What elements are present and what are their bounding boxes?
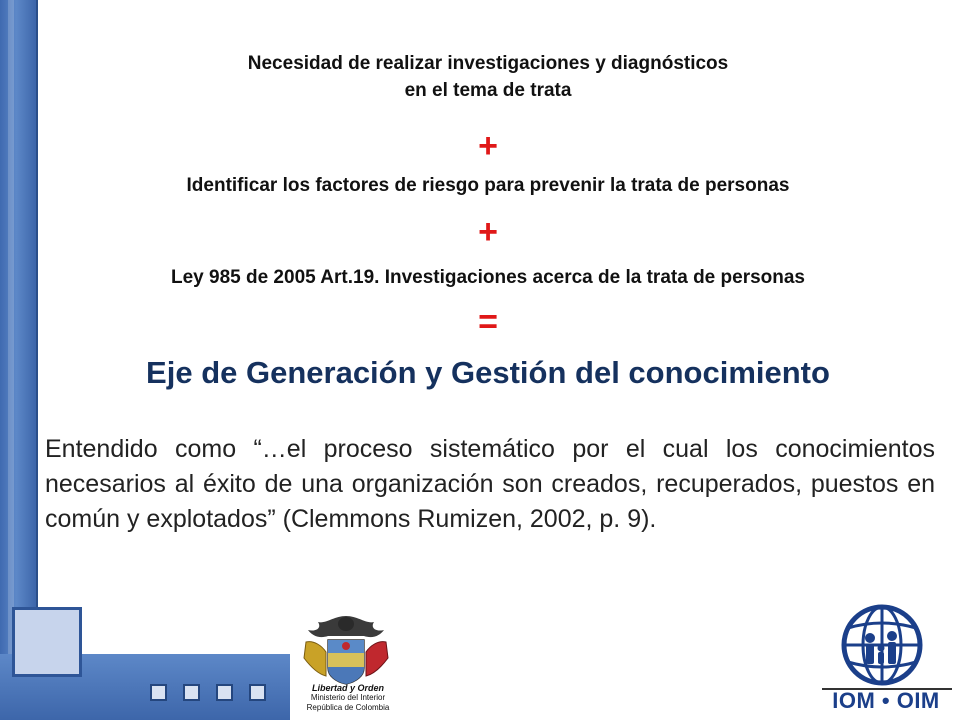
iom-logo	[820, 604, 950, 720]
decorative-squares	[150, 684, 266, 701]
statement-research-need	[40, 50, 936, 104]
colombia-logo-caption	[298, 683, 398, 713]
statement-research-need-line2: en el tema de trata	[404, 80, 572, 101]
definition-paragraph: Entendido como “…el proceso sistemático por el cual los conocimientos necesarios al éxito de una organización son creados, recuperados, puestos en común y explotados” (Clemmons Rumizen, 2002, p. 9).	[45, 435, 935, 533]
plus-operator: +	[478, 213, 498, 251]
iom-label: IOM • OIM	[832, 688, 940, 713]
decorative-square	[183, 684, 200, 701]
plus-operator: +	[478, 127, 498, 165]
corner-decorative-box	[12, 607, 82, 677]
colombia-motto: Libertad y Orden	[311, 683, 384, 693]
statement-research-need-line1: Necesidad de realizar investigaciones y diagnósticos	[247, 53, 729, 74]
iom-emblem-icon	[828, 604, 936, 686]
axis-title: Eje de Generación y Gestión del conocimiento	[146, 355, 830, 390]
decorative-square	[150, 684, 167, 701]
decorative-square	[249, 684, 266, 701]
colombia-ministry: Ministerio del Interior	[310, 693, 386, 702]
colombia-country: República de Colombia	[306, 703, 390, 712]
statement-risk-factors: Identificar los factores de riesgo para prevenir la trata de personas	[186, 175, 790, 196]
equals-operator: =	[478, 303, 498, 341]
decorative-square	[216, 684, 233, 701]
statement-law-985: Ley 985 de 2005 Art.19. Investigaciones acerca de la trata de personas	[170, 267, 805, 288]
